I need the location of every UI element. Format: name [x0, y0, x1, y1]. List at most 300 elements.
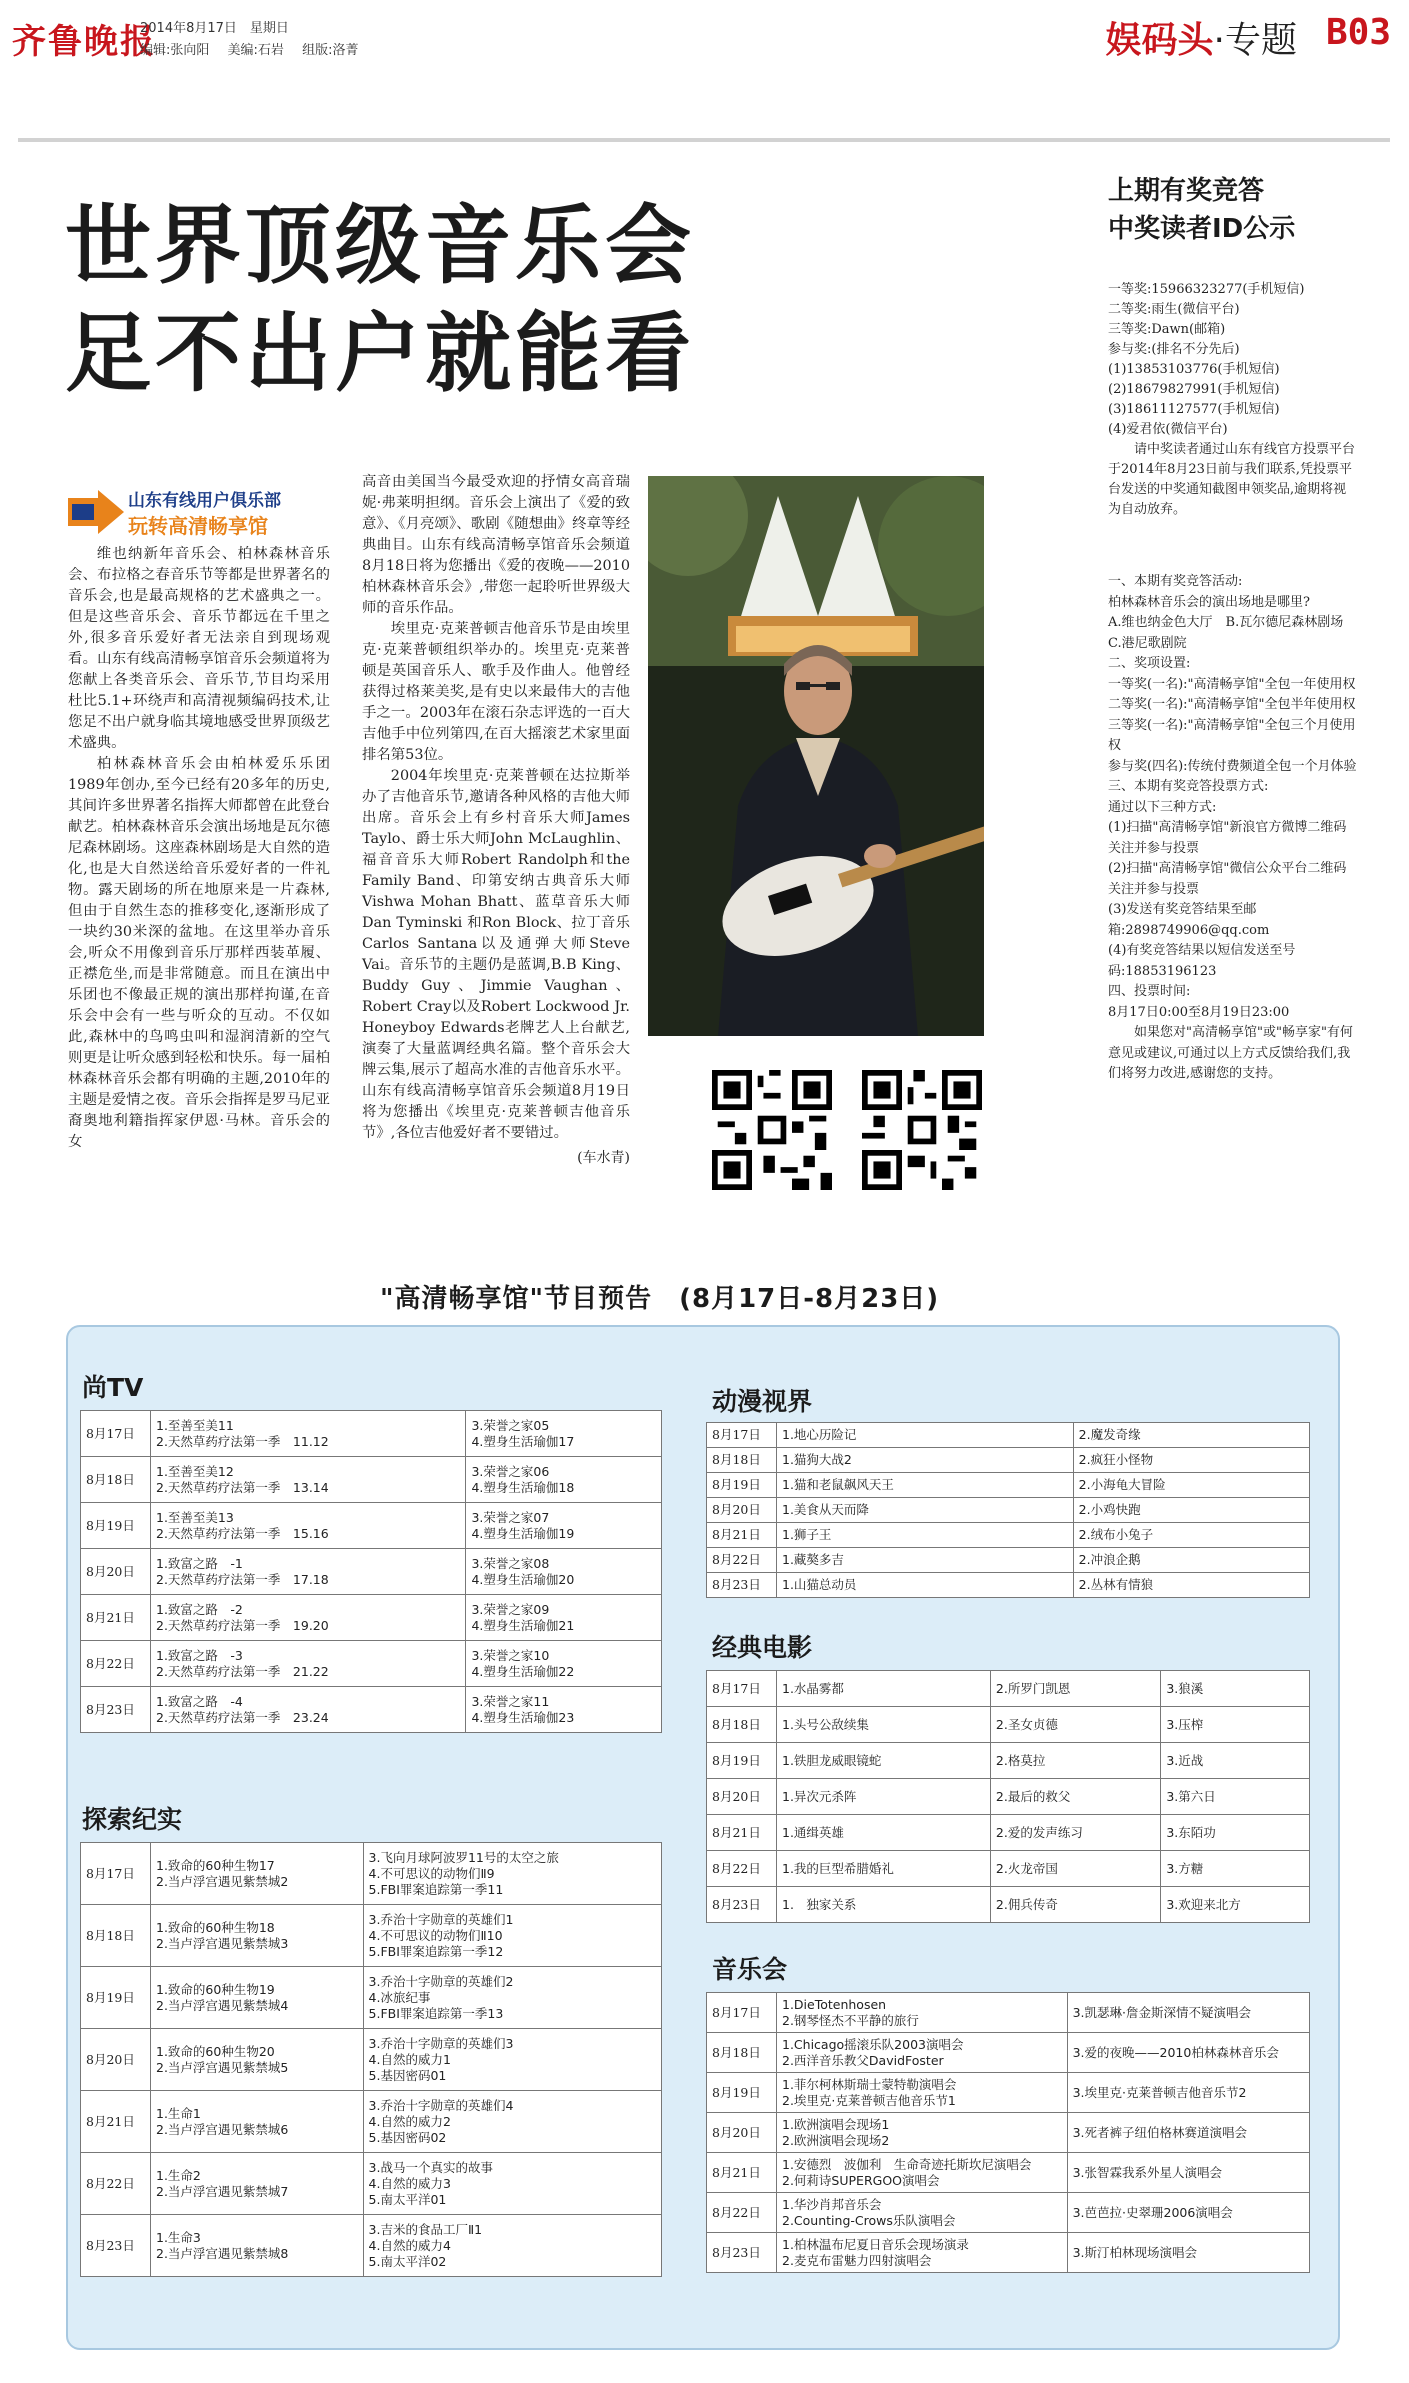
quiz-line: (4)有奖竞答结果以短信发送至号码:18853196123: [1108, 943, 1296, 979]
quiz-line: (2)扫描"高清畅享馆"微信公众平台二维码关注并参与投票: [1108, 861, 1347, 897]
schedule-cell: 2.小鸡快跑: [1073, 1498, 1309, 1523]
winners-title-line-2: 中奖读者ID公示: [1108, 214, 1296, 244]
schedule-row: [707, 2033, 1310, 2073]
byline: (车水青): [577, 1150, 630, 1166]
schedule-row: [707, 1523, 1310, 1548]
article-paragraph: 高音由美国当今最受欢迎的抒情女高音瑞妮·弗莱明担纲。音乐会上演出了《爱的致意》、《月亮颂》、歌剧《随想曲》终章等经典曲目。山东有线高清畅享馆音乐会频道8月18日将为您播出《爱的夜晚——2010柏林森林音乐会》,带您一起聆听世界级大师的音乐作品。: [362, 474, 630, 616]
schedule-date: 8月21日: [707, 1815, 777, 1851]
newspaper-logo: 齐鲁晚报: [12, 22, 156, 62]
winner-item: 一等奖:15966323277(手机短信): [1108, 282, 1305, 297]
winner-item: 二等奖:雨生(微信平台): [1108, 302, 1240, 317]
schedule-date: 8月18日: [707, 1448, 777, 1473]
program-item: 5.南太平洋02: [368, 2253, 447, 2269]
schedule-date: 8月19日: [81, 1967, 151, 2029]
program-item: 3.爱的夜晚——2010柏林森林音乐会: [1072, 2044, 1279, 2060]
schedule-date: 8月22日: [707, 1548, 777, 1573]
quiz-section: [1108, 572, 1358, 1085]
program-item: 3.芭芭拉·史翠珊2006演唱会: [1072, 2204, 1233, 2220]
schedule-row: [707, 1548, 1310, 1573]
schedule-date: 8月17日: [707, 1671, 777, 1707]
program-item: 3.荣誉之家05: [471, 1417, 550, 1433]
program-item: 3.吉米的食品工厂Ⅱ1: [368, 2221, 483, 2237]
schedule-date: 8月20日: [707, 1498, 777, 1523]
program-item: 3.荣誉之家09: [471, 1601, 550, 1617]
masthead: [0, 0, 1409, 70]
dongman-title: 动漫视界: [712, 1387, 813, 1416]
program-item: 2.当卢浮宫遇见紫禁城8: [156, 2245, 289, 2261]
program-item: 3.荣誉之家07: [471, 1509, 550, 1525]
program-item: 3.乔治十字勋章的英雄们2: [368, 1973, 514, 1989]
program-item: 4.塑身生活瑜伽18: [471, 1479, 575, 1495]
yinyue-title: 音乐会: [712, 1955, 788, 1984]
program-item: 4.自然的威力2: [368, 2113, 451, 2129]
schedule-row: [81, 1411, 662, 1457]
program-item: 2.天然草药疗法第一季 21.22: [156, 1663, 329, 1679]
schedule-cell: [151, 1967, 364, 2029]
schedule-date: 8月21日: [81, 2091, 151, 2153]
winners-note: 请中奖读者通过山东有线官方投票平台于2014年8月23日前与我们联系,凭投票平台发送的中奖通知截图申领奖品,逾期将视为自动放弃。: [1108, 442, 1356, 517]
article-paragraph: 埃里克·克莱普顿吉他音乐节是由埃里克·克莱普顿组织举办的。埃里克·克莱普顿是英国音乐人、歌手及作曲人。他曾经获得过格莱美奖,是有史以来最伟大的吉他手之一。2003年在滚石杂志评选的一百大吉他手中位列第四,在百大摇滚艺术家里面排名第53位。: [362, 621, 630, 763]
schedule-row: [707, 1851, 1310, 1887]
schedule-title: "高清畅享馆"节目预告 (8月17日-8月23日): [380, 1284, 940, 1314]
schedule-row: [707, 1423, 1310, 1448]
schedule-cell: 3.近战: [1161, 1743, 1310, 1779]
program-item: 3.乔治十字勋章的英雄们1: [368, 1911, 514, 1927]
article-paragraph: 2004年埃里克·克莱普顿在达拉斯举办了吉他音乐节,邀请各种风格的吉他大师出席。音乐会上有乡村音乐大师James Taylo、爵士乐大师John McLaughlin、福音音乐大师Robert Randolph和the Family Band、印第安纳古典音乐大师Vishwa Mohan Bhatt、蓝草音乐大师Dan Tyminski 和Ron Block、拉丁音乐Carlos Santana以及通弹大师Steve Vai。音乐节的主题仍是蓝调,B.B King、Buddy Guy、Jimmie Vaughan、Robert Cray以及Robert Lockwood Jr. Honeyboy Edwards老牌艺人上台献艺,演奏了大量蓝调经典名篇。整个音乐会大牌云集,展示了超高水准的吉他音乐水平。山东有线高清畅享馆音乐会频道8月19日将为您播出《埃里克·克莱普顿吉他音乐节》,各位吉他爱好者不要错过。: [362, 768, 630, 1141]
program-item: 3.荣誉之家08: [471, 1555, 550, 1571]
schedule-cell: [777, 2233, 1068, 2273]
schedule-date: 8月17日: [707, 1993, 777, 2033]
program-item: 1.致命的60种生物17: [156, 1857, 275, 1873]
quiz-line: 二、奖项设置:: [1108, 656, 1191, 671]
schedule-row: [81, 1549, 662, 1595]
program-item: 4.不可思议的动物们Ⅱ9: [368, 1865, 495, 1881]
schedule-cell: 2.最后的救父: [990, 1779, 1160, 1815]
schedule-row: [81, 2029, 662, 2091]
layout-editor: 组版:洛菁: [302, 43, 359, 58]
schedule-cell: 1. 独家关系: [777, 1887, 991, 1923]
schedule-cell: [466, 1549, 662, 1595]
program-item: 2.当卢浮宫遇见紫禁城4: [156, 1997, 289, 2013]
schedule-date: 8月19日: [707, 1473, 777, 1498]
schedule-cell: 3.欢迎来北方: [1161, 1887, 1310, 1923]
jingdian-title: 经典电影: [712, 1633, 813, 1662]
schedule-cell: [777, 2153, 1068, 2193]
schedule-cell: [363, 1905, 661, 1967]
program-item: 2.天然草药疗法第一季 13.14: [156, 1479, 329, 1495]
program-item: 3.飞向月球阿波罗11号的太空之旅: [368, 1849, 559, 1865]
program-item: 5.FBI罪案追踪第一季11: [368, 1881, 504, 1897]
headline-line-2: 足不出户就能看: [65, 304, 695, 404]
tansuo-title: 探索纪实: [82, 1805, 183, 1834]
schedule-date: 8月17日: [81, 1411, 151, 1457]
program-item: 3.斯汀柏林现场演唱会: [1072, 2244, 1198, 2260]
program-item: 1.DieTotenhosen: [782, 1996, 887, 2012]
tansuo-table: [80, 1842, 662, 2277]
program-item: 3.凯瑟琳·詹金斯深情不疑演唱会: [1072, 2004, 1251, 2020]
program-item: 4.塑身生活瑜伽19: [471, 1525, 575, 1541]
quiz-line: 一等奖(一名):"高清畅享馆"全包一年使用权: [1108, 676, 1356, 692]
schedule-date: 8月22日: [81, 2153, 151, 2215]
program-item: 2.当卢浮宫遇见紫禁城7: [156, 2183, 289, 2199]
program-item: 1.菲尔柯林斯瑞士蒙特勒演唱会: [782, 2076, 957, 2092]
schedule-cell: [1067, 1993, 1309, 2033]
schedule-date: 8月23日: [707, 2233, 777, 2273]
winners-title-line-1: 上期有奖竞答: [1108, 176, 1265, 206]
schedule-cell: 3.第六日: [1161, 1779, 1310, 1815]
quiz-line: A.维也纳金色大厅 B.瓦尔德尼森林剧场 C.港尼歌剧院: [1108, 615, 1357, 651]
program-item: 1.至善至美11: [156, 1417, 234, 1433]
schedule-date: 8月18日: [707, 1707, 777, 1743]
schedule-row: [81, 2091, 662, 2153]
schedule-cell: 3.方糖: [1161, 1851, 1310, 1887]
schedule-cell: [466, 1595, 662, 1641]
schedule-cell: 1.狮子王: [777, 1523, 1074, 1548]
schedule-row: [707, 1815, 1310, 1851]
quiz-line: (1)扫描"高清畅享馆"新浪官方微博二维码关注并参与投票: [1108, 820, 1347, 856]
issue-date: 2014年8月17日 星期日: [140, 21, 289, 36]
issue-meta: [140, 18, 372, 62]
schedule-cell: 2.丛林有情狼: [1073, 1573, 1309, 1598]
schedule-cell: [151, 2091, 364, 2153]
program-item: 4.塑身生活瑜伽23: [471, 1709, 575, 1725]
schedule-date: 8月22日: [81, 1641, 151, 1687]
section-name: 娱码头: [1105, 20, 1214, 61]
schedule-cell: [151, 1595, 466, 1641]
schedule-row: [81, 2215, 662, 2277]
schedule-cell: 2.佣兵传奇: [990, 1887, 1160, 1923]
program-item: 2.Counting-Crows乐队演唱会: [782, 2212, 956, 2228]
program-item: 3.乔治十字勋章的英雄们3: [368, 2035, 514, 2051]
shang-tv-title: 尚TV: [82, 1373, 144, 1402]
arrow-logo-icon: [68, 490, 124, 534]
schedule-date: 8月22日: [707, 2193, 777, 2233]
section-sub: ·专题: [1213, 20, 1297, 61]
program-item: 1.柏林温布尼夏日音乐会现场演录: [782, 2236, 969, 2252]
quiz-line: 参与奖(四名):传统付费频道全包一个月体验: [1108, 758, 1357, 774]
quiz-line: 四、投票时间:: [1108, 984, 1191, 999]
schedule-row: [707, 1743, 1310, 1779]
schedule-row: [707, 1473, 1310, 1498]
program-item: 2.天然草药疗法第一季 17.18: [156, 1571, 329, 1587]
schedule-row: [81, 2153, 662, 2215]
schedule-cell: [151, 1457, 466, 1503]
schedule-cell: [1067, 2153, 1309, 2193]
guitarist-photo: [648, 476, 984, 1036]
schedule-cell: [151, 2029, 364, 2091]
schedule-cell: [363, 2029, 661, 2091]
schedule-cell: [363, 2215, 661, 2277]
program-item: 3.张智霖我系外星人演唱会: [1072, 2164, 1223, 2180]
article-paragraph: 维也纳新年音乐会、柏林森林音乐会、布拉格之春音乐节等都是世界著名的音乐会,也是最高规格的艺术盛典之一。但是这些音乐会、音乐节都远在千里之外,很多音乐爱好者无法亲自到现场观看。山东有线高清畅享馆音乐会频道将为您献上各类音乐会、音乐节,节目均采用杜比5.1+环绕声和高清视频编码技术,让您足不出户就身临其境地感受世界顶级艺术盛典。: [68, 546, 330, 751]
winner-item: (3)18611127577(手机短信): [1108, 402, 1280, 417]
schedule-cell: [1067, 2193, 1309, 2233]
schedule-date: 8月21日: [707, 1523, 777, 1548]
schedule-cell: 3.压榨: [1161, 1707, 1310, 1743]
winners-title: [1108, 172, 1358, 248]
schedule-row: [81, 1641, 662, 1687]
schedule-row: [81, 1595, 662, 1641]
program-item: 2.西洋音乐教父DavidFoster: [782, 2052, 944, 2068]
program-item: 1.安德烈 波伽利 生命奇迹托斯坎尼演唱会: [782, 2156, 1032, 2172]
schedule-cell: 2.疯狂小怪物: [1073, 1448, 1309, 1473]
schedule-row: [707, 2233, 1310, 2273]
schedule-row: [707, 2073, 1310, 2113]
quiz-line: 三等奖(一名):"高清畅享馆"全包三个月使用权: [1108, 717, 1356, 753]
schedule-row: [81, 1503, 662, 1549]
program-item: 2.天然草药疗法第一季 23.24: [156, 1709, 329, 1725]
schedule-date: 8月23日: [707, 1573, 777, 1598]
program-item: 2.麦克布雷魅力四射演唱会: [782, 2252, 932, 2268]
schedule-cell: 3.狼溪: [1161, 1671, 1310, 1707]
article-column-2: [362, 472, 630, 1169]
schedule-cell: [777, 2073, 1068, 2113]
schedule-cell: 2.圣女贞德: [990, 1707, 1160, 1743]
headline-line-1: 世界顶级音乐会: [65, 196, 695, 296]
schedule-cell: [151, 1641, 466, 1687]
yinyue-table: [706, 1992, 1310, 2273]
schedule-cell: [466, 1503, 662, 1549]
header-divider: [18, 138, 1390, 142]
schedule-cell: [151, 1411, 466, 1457]
editor: 编辑:张向阳: [140, 43, 210, 58]
schedule-date: 8月17日: [81, 1843, 151, 1905]
program-item: 2.何莉诗SUPERGOO演唱会: [782, 2172, 940, 2188]
shang-tv-table: [80, 1410, 662, 1733]
schedule-cell: [151, 1905, 364, 1967]
program-item: 1.致命的60种生物20: [156, 2043, 275, 2059]
schedule-cell: [777, 2193, 1068, 2233]
schedule-date: 8月20日: [707, 2113, 777, 2153]
program-item: 3.战马一个真实的故事: [368, 2159, 493, 2175]
schedule-cell: 1.猫狗大战2: [777, 1448, 1074, 1473]
schedule-row: [707, 2153, 1310, 2193]
schedule-date: 8月20日: [81, 2029, 151, 2091]
program-item: 5.基因密码01: [368, 2067, 447, 2083]
quiz-line: 8月17日0:00至8月19日23:00: [1108, 1004, 1290, 1020]
schedule-cell: [363, 1843, 661, 1905]
schedule-cell: 2.爱的发声练习: [990, 1815, 1160, 1851]
page-number: B03: [1325, 12, 1391, 53]
schedule-date: 8月23日: [707, 1887, 777, 1923]
winner-item: 参与奖:(排名不分先后): [1108, 342, 1240, 357]
schedule-cell: [151, 1549, 466, 1595]
schedule-row: [707, 1993, 1310, 2033]
schedule-cell: 1.猫和老鼠飙风天王: [777, 1473, 1074, 1498]
schedule-row: [81, 1843, 662, 1905]
schedule-cell: 1.藏獒多吉: [777, 1548, 1074, 1573]
program-item: 5.FBI罪案追踪第一季12: [368, 1943, 504, 1959]
schedule-cell: [1067, 2113, 1309, 2153]
program-item: 2.当卢浮宫遇见紫禁城3: [156, 1935, 289, 1951]
wechat-qr-code-icon[interactable]: [862, 1070, 982, 1190]
jingdian-table: [706, 1670, 1310, 1923]
schedule-row: [707, 1887, 1310, 1923]
schedule-date: 8月18日: [81, 1457, 151, 1503]
schedule-date: 8月22日: [707, 1851, 777, 1887]
schedule-date: 8月19日: [707, 1743, 777, 1779]
program-item: 2.当卢浮宫遇见紫禁城6: [156, 2121, 289, 2137]
program-item: 5.FBI罪案追踪第一季13: [368, 2005, 504, 2021]
headline: [65, 192, 695, 408]
schedule-cell: 1.铁胆龙威眼镜蛇: [777, 1743, 991, 1779]
program-item: 2.天然草药疗法第一季 15.16: [156, 1525, 329, 1541]
quiz-line: 二等奖(一名):"高清畅享馆"全包半年使用权: [1108, 697, 1356, 712]
schedule-cell: 1.水晶雾都: [777, 1671, 991, 1707]
program-item: 2.钢琴怪杰不平静的旅行: [782, 2012, 919, 2028]
program-item: 3.荣誉之家06: [471, 1463, 550, 1479]
schedule-cell: [777, 2113, 1068, 2153]
schedule-cell: [1067, 2073, 1309, 2113]
program-item: 1.致命的60种生物18: [156, 1919, 275, 1935]
program-item: 1.至善至美12: [156, 1463, 234, 1479]
schedule-row: [707, 1498, 1310, 1523]
guitarist-illustration: [648, 476, 984, 1036]
weibo-qr-code-icon[interactable]: [712, 1070, 832, 1190]
schedule-row: [81, 1905, 662, 1967]
program-item: 4.自然的威力1: [368, 2051, 451, 2067]
program-item: 2.天然草药疗法第一季 19.20: [156, 1617, 329, 1633]
winner-item: (2)18679827991(手机短信): [1108, 382, 1280, 397]
schedule-date: 8月21日: [81, 1595, 151, 1641]
schedule-cell: 1.通缉英雄: [777, 1815, 991, 1851]
article-column-1: [68, 544, 330, 1153]
schedule-cell: 1.我的巨型希腊婚礼: [777, 1851, 991, 1887]
winners-list: [1108, 280, 1358, 520]
program-item: 1.华沙肖邦音乐会: [782, 2196, 882, 2212]
winner-item: (4)爱君依(微信平台): [1108, 422, 1228, 437]
program-item: 5.南太平洋01: [368, 2191, 447, 2207]
program-item: 4.不可思议的动物们Ⅱ10: [368, 1927, 503, 1943]
schedule-cell: [151, 1503, 466, 1549]
program-item: 1.Chicago摇滚乐队2003演唱会: [782, 2036, 964, 2052]
art-editor: 美编:石岩: [227, 43, 284, 58]
schedule-cell: 1.地心历险记: [777, 1423, 1074, 1448]
program-item: 2.当卢浮宫遇见紫禁城5: [156, 2059, 289, 2075]
program-item: 4.自然的威力4: [368, 2237, 451, 2253]
program-item: 4.冰旅纪事: [368, 1989, 431, 2005]
schedule-row: [707, 1671, 1310, 1707]
program-item: 1.生命3: [156, 2229, 201, 2245]
winner-item: 三等奖:Dawn(邮箱): [1108, 322, 1226, 337]
schedule-cell: [466, 1687, 662, 1733]
schedule-date: 8月20日: [707, 1779, 777, 1815]
program-item: 1.生命1: [156, 2105, 201, 2121]
program-item: 4.塑身生活瑜伽22: [471, 1663, 575, 1679]
schedule-row: [707, 2113, 1310, 2153]
schedule-row: [81, 1457, 662, 1503]
schedule-date: 8月18日: [81, 1905, 151, 1967]
schedule-cell: 2.格莫拉: [990, 1743, 1160, 1779]
quiz-line: 通过以下三种方式:: [1108, 799, 1217, 815]
quiz-line: (3)发送有奖竞答结果至邮箱:2898749906@qq.com: [1108, 902, 1270, 938]
schedule-cell: [151, 1843, 364, 1905]
schedule-date: 8月23日: [81, 1687, 151, 1733]
schedule-cell: [466, 1411, 662, 1457]
schedule-date: 8月18日: [707, 2033, 777, 2073]
schedule-cell: [363, 2153, 661, 2215]
schedule-row: [81, 1967, 662, 2029]
program-item: 3.死者裤子纽伯格林赛道演唱会: [1072, 2124, 1248, 2140]
program-item: 3.荣誉之家11: [471, 1693, 550, 1709]
program-item: 2.欧洲演唱会现场2: [782, 2132, 890, 2148]
schedule-cell: [1067, 2233, 1309, 2273]
program-item: 1.致富之路 -3: [156, 1647, 243, 1663]
quiz-line: 三、本期有奖竞答投票方式:: [1108, 779, 1269, 794]
program-item: 4.自然的威力3: [368, 2175, 451, 2191]
program-item: 1.生命2: [156, 2167, 201, 2183]
schedule-cell: [151, 2153, 364, 2215]
schedule-cell: 2.魔发奇缘: [1073, 1423, 1309, 1448]
schedule-cell: [1067, 2033, 1309, 2073]
schedule-cell: [777, 1993, 1068, 2033]
club-slogan: 玩转高清畅享馆: [128, 514, 268, 538]
schedule-date: 8月17日: [707, 1423, 777, 1448]
schedule-cell: 1.头号公敌续集: [777, 1707, 991, 1743]
program-item: 1.欧洲演唱会现场1: [782, 2116, 890, 2132]
schedule-row: [707, 1573, 1310, 1598]
schedule-cell: 3.东陌功: [1161, 1815, 1310, 1851]
program-item: 1.致命的60种生物19: [156, 1981, 275, 1997]
schedule-row: [707, 2193, 1310, 2233]
schedule-cell: 1.异次元杀阵: [777, 1779, 991, 1815]
program-item: 4.塑身生活瑜伽21: [471, 1617, 575, 1633]
schedule-date: 8月20日: [81, 1549, 151, 1595]
quiz-line: 一、本期有奖竞答活动:: [1108, 574, 1243, 589]
schedule-date: 8月19日: [707, 2073, 777, 2113]
schedule-cell: 2.绒布小兔子: [1073, 1523, 1309, 1548]
schedule-cell: [466, 1641, 662, 1687]
schedule-cell: [363, 2091, 661, 2153]
schedule-cell: 2.冲浪企鹅: [1073, 1548, 1309, 1573]
club-name: 山东有线用户俱乐部: [128, 491, 281, 511]
program-item: 3.埃里克·克莱普顿吉他音乐节2: [1072, 2084, 1247, 2100]
program-item: 4.塑身生活瑜伽17: [471, 1433, 575, 1449]
schedule-date: 8月19日: [81, 1503, 151, 1549]
quiz-line: 柏林森林音乐会的演出场地是哪里?: [1108, 594, 1310, 610]
article-paragraph: 柏林森林音乐会由柏林爱乐乐团1989年创办,至今已经有20多年的历史,其间许多世界著名指挥大师都曾在此登台献艺。柏林森林音乐会演出场地是瓦尔德尼森林剧场。这座森林剧场是大自然的造化,也是大自然送给音乐爱好者的一件礼物。露天剧场的所在地原来是一片森林,但由于自然生态的推移变化,逐渐形成了一块约30米深的盆地。在这里举办音乐会,听众不用像到音乐厅那样西装革履、正襟危坐,而是非常随意。而且在演出中乐团也不像最正规的演出那样拘谨,在音乐会中会有一些与听众的互动。不仅如此,森林中的鸟鸣虫叫和湿润清新的空气则更是让听众感到轻松和快乐。每一届柏林森林音乐会都有明确的主题,2010年的主题是爱情之夜。音乐会指挥是罗马尼亚裔奥地利籍指挥家伊恩·马林。音乐会的女: [68, 756, 330, 1150]
program-item: 3.荣誉之家10: [471, 1647, 550, 1663]
program-item: 1.至善至美13: [156, 1509, 234, 1525]
schedule-cell: 2.小海龟大冒险: [1073, 1473, 1309, 1498]
quiz-closing: 如果您对"高清畅享馆"或"畅享家"有何意见或建议,可通过以上方式反馈给我们,我们将努力改进,感谢您的支持。: [1108, 1025, 1353, 1081]
schedule-row: [707, 1448, 1310, 1473]
schedule-cell: [151, 1687, 466, 1733]
program-item: 3.乔治十字勋章的英雄们4: [368, 2097, 514, 2113]
section-title: [1106, 12, 1297, 63]
schedule-cell: [363, 1967, 661, 2029]
dongman-table: [706, 1422, 1310, 1598]
schedule-date: 8月21日: [707, 2153, 777, 2193]
schedule-cell: [151, 2215, 364, 2277]
schedule-cell: 1.山猫总动员: [777, 1573, 1074, 1598]
schedule-row: [707, 1779, 1310, 1815]
program-item: 1.致富之路 -1: [156, 1555, 243, 1571]
program-item: 2.埃里克·克莱普顿吉他音乐节1: [782, 2092, 956, 2108]
schedule-cell: [466, 1457, 662, 1503]
program-item: 2.天然草药疗法第一季 11.12: [156, 1433, 329, 1449]
club-badge: [68, 484, 308, 540]
winner-item: (1)13853103776(手机短信): [1108, 362, 1280, 377]
program-item: 5.基因密码02: [368, 2129, 447, 2145]
program-item: 1.致富之路 -2: [156, 1601, 243, 1617]
schedule-row: [707, 1707, 1310, 1743]
schedule-cell: 2.火龙帝国: [990, 1851, 1160, 1887]
schedule-cell: 2.所罗门凯恩: [990, 1671, 1160, 1707]
program-item: 4.塑身生活瑜伽20: [471, 1571, 575, 1587]
schedule-cell: 1.美食从天而降: [777, 1498, 1074, 1523]
schedule-date: 8月23日: [81, 2215, 151, 2277]
